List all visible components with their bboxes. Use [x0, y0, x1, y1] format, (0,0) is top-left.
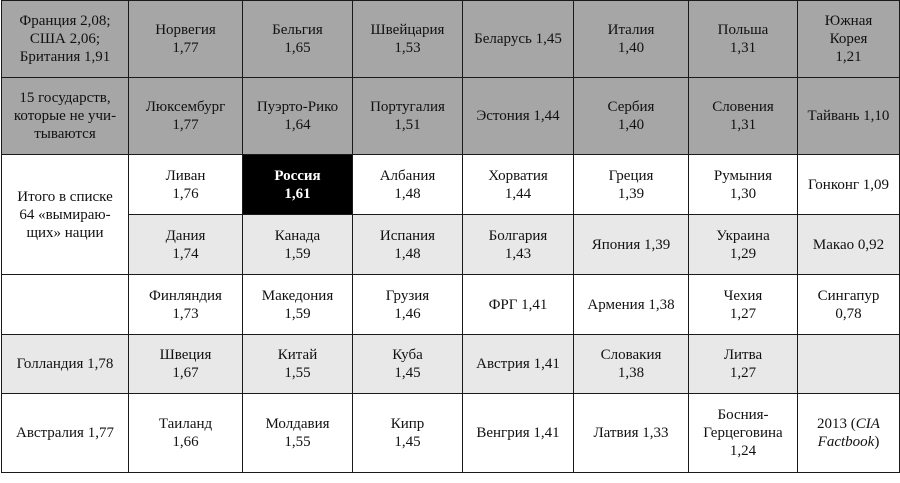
country-cell: Куба 1,45: [353, 335, 463, 394]
country-cell: Армения 1,38: [574, 275, 689, 335]
country-cell: Румыния 1,30: [689, 155, 798, 215]
country-cell: Люксембург 1,77: [129, 78, 243, 155]
country-cell: Македония 1,59: [243, 275, 353, 335]
country-cell: Пуэрто-Рико 1,64: [243, 78, 353, 155]
highlighted-country-cell: Россия 1,61: [243, 155, 353, 215]
row-label: Австралия 1,77: [2, 394, 129, 473]
country-cell: Литва 1,27: [689, 335, 798, 394]
row-label: [2, 275, 129, 335]
country-cell: Гонконг 1,09: [798, 155, 900, 215]
empty-cell: [798, 335, 900, 394]
country-cell: Дания 1,74: [129, 215, 243, 275]
country-cell: Словения 1,31: [689, 78, 798, 155]
country-cell: Португалия 1,51: [353, 78, 463, 155]
country-cell: Сербия 1,40: [574, 78, 689, 155]
country-cell: Греция 1,39: [574, 155, 689, 215]
country-cell: Словакия 1,38: [574, 335, 689, 394]
country-cell: Чехия 1,27: [689, 275, 798, 335]
country-cell: Польша 1,31: [689, 1, 798, 78]
country-cell: Беларусь 1,45: [463, 1, 574, 78]
country-cell: Сингапур 0,78: [798, 275, 900, 335]
fertility-table: [1, 0, 900, 473]
country-cell: Венгрия 1,41: [463, 394, 574, 473]
country-cell: Швеция 1,67: [129, 335, 243, 394]
country-cell: Ливан 1,76: [129, 155, 243, 215]
country-cell: Южная Корея 1,21: [798, 1, 900, 78]
country-cell: Австрия 1,41: [463, 335, 574, 394]
table-row: [2, 275, 900, 335]
country-cell: Таиланд 1,66: [129, 394, 243, 473]
country-cell: Япония 1,39: [574, 215, 689, 275]
country-cell: Бельгия 1,65: [243, 1, 353, 78]
row-label: Голландия 1,78: [2, 335, 129, 394]
country-cell: Италия 1,40: [574, 1, 689, 78]
table-row: [2, 155, 900, 215]
country-cell: Макао 0,92: [798, 215, 900, 275]
country-cell: Болгария 1,43: [463, 215, 574, 275]
country-cell: Швейцария 1,53: [353, 1, 463, 78]
country-cell: Грузия 1,46: [353, 275, 463, 335]
country-cell: Канада 1,59: [243, 215, 353, 275]
table-row: [2, 335, 900, 394]
country-cell: Албания 1,48: [353, 155, 463, 215]
country-cell: Эстония 1,44: [463, 78, 574, 155]
table-row: [2, 1, 900, 78]
country-cell: ФРГ 1,41: [463, 275, 574, 335]
country-cell: Кипр 1,45: [353, 394, 463, 473]
table-row: [2, 78, 900, 155]
row-label: 15 государств, которые не учи- тываются: [2, 78, 129, 155]
row-label: Франция 2,08; США 2,06; Британия 1,91: [2, 1, 129, 78]
country-cell: Тайвань 1,10: [798, 78, 900, 155]
country-cell: Украина 1,29: [689, 215, 798, 275]
table-row: [2, 215, 900, 275]
country-cell: Норвегия 1,77: [129, 1, 243, 78]
country-cell: Латвия 1,33: [574, 394, 689, 473]
country-cell: Китай 1,55: [243, 335, 353, 394]
row-label: Итого в списке 64 «вымираю- щих» нации: [2, 155, 129, 275]
country-cell: Молдавия 1,55: [243, 394, 353, 473]
source-note: 2013 (CIA Factbook): [798, 394, 900, 473]
table-row: [2, 394, 900, 473]
country-cell: Босния- Герцеговина 1,24: [689, 394, 798, 473]
country-cell: Хорватия 1,44: [463, 155, 574, 215]
country-cell: Финляндия 1,73: [129, 275, 243, 335]
country-cell: Испания 1,48: [353, 215, 463, 275]
